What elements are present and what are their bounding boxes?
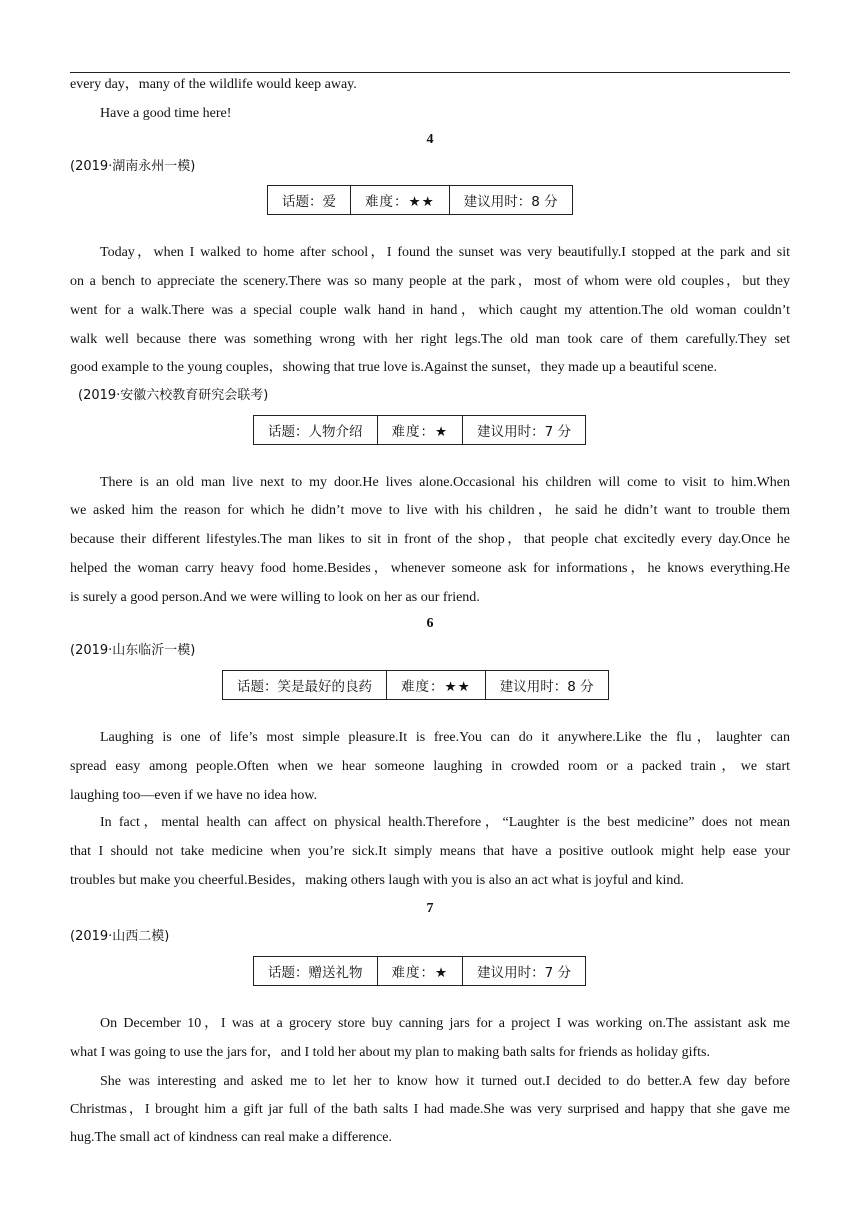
paragraph-line: that I should not take medicine when you’re sick.It simply means that have a positive outlook might help ease your — [70, 844, 790, 859]
paragraph-line: Christmas，I brought him a gift jar full of the bath salts I had made.She was very surprised and happy that she gave me — [70, 1102, 790, 1117]
paragraph-line: hug.The small act of kindness can real make a difference. — [70, 1130, 392, 1145]
section-number: 7 — [426, 901, 434, 916]
time-cell: 建议用时：7 分 — [463, 957, 586, 986]
difficulty-cell: 难度：★★ — [351, 186, 450, 215]
paragraph-line: troubles but make you cheerful.Besides，making others laugh with you is also an act what is joyful and kind. — [70, 873, 684, 888]
paragraph-line: Laughing is one of life’s most simple pleasure.It is free.You can do it anywhere.Like the flu，laughter can — [100, 730, 790, 745]
paragraph-line: is surely a good person.And we were willing to look on her as our friend. — [70, 590, 480, 605]
paragraph-line: walk well because there was something wrong with her right legs.The old man took care of them carefully.They set — [70, 332, 790, 347]
intro-line: Have a good time here! — [100, 106, 232, 121]
section-source: (2019·湖南永州一模) — [70, 159, 196, 174]
section-source: (2019·山西二模) — [70, 929, 170, 944]
paragraph-line: helped the woman carry heavy food home.Besides，whenever someone ask for informations，he knows everything.He — [70, 561, 790, 576]
paragraph-line: what I was going to use the jars for，and I told her about my plan to making bath salts for friends as holiday gifts. — [70, 1045, 710, 1060]
section-info-table — [253, 415, 586, 445]
section-info-table — [253, 956, 586, 986]
topic-cell: 话题：赠送礼物 — [254, 957, 378, 986]
paragraph-line: In fact，mental health can affect on physical health.Therefore，“Laughter is the best medicine” does not mean — [100, 815, 790, 830]
difficulty-cell: 难度：★★ — [387, 671, 486, 700]
section-source: (2019·山东临沂一模) — [70, 643, 196, 658]
header-rule — [70, 72, 790, 73]
difficulty-cell: 难度：★ — [377, 957, 463, 986]
paragraph-line: She was interesting and asked me to let her to know how it turned out.I decided to do better.A few day before — [100, 1074, 790, 1089]
topic-cell: 话题：人物介绍 — [254, 416, 378, 445]
time-cell: 建议用时：7 分 — [463, 416, 586, 445]
section-info-table — [267, 185, 573, 215]
paragraph-line: because their different lifestyles.The man likes to sit in front of the shop，that people chat excitedly every day.Once he — [70, 532, 790, 547]
section-number: 6 — [426, 616, 434, 631]
paragraph-line: Today，when I walked to home after school，I found the sunset was very beautifully.I stopped at the park and sit — [100, 245, 790, 260]
time-cell: 建议用时：8 分 — [449, 186, 572, 215]
paragraph-line: we asked him the reason for which he didn’t move to live with his children，he said he didn’t want to trouble them — [70, 503, 790, 518]
section-info-table — [222, 670, 609, 700]
paragraph-line: went for a walk.There was a special couple walk hand in hand，which caught my attention.The old woman couldn’t — [70, 303, 790, 318]
paragraph-line: good example to the young couples，showing that true love is.Against the sunset，they made up a beautiful scene. — [70, 360, 717, 375]
intro-line: every day，many of the wildlife would keep away. — [70, 77, 357, 92]
topic-cell: 话题：笑是最好的良药 — [223, 671, 387, 700]
paragraph-line: On December 10，I was at a grocery store buy canning jars for a project I was working on.The assistant ask me — [100, 1016, 790, 1031]
time-cell: 建议用时：8 分 — [485, 671, 608, 700]
paragraph-line: There is an old man live next to my door.He lives alone.Occasional his children will come to visit to him.When — [100, 475, 790, 490]
section-number: 4 — [426, 132, 434, 147]
difficulty-cell: 难度：★ — [377, 416, 463, 445]
paragraph-line: laughing too—even if we have no idea how. — [70, 788, 318, 803]
section-source: (2019·安徽六校教育研究会联考) — [78, 388, 269, 403]
topic-cell: 话题：爱 — [268, 186, 351, 215]
paragraph-line: spread easy among people.Often when we hear someone laughing in crowded room or a packed train，we start — [70, 759, 790, 774]
paragraph-line: on a bench to appreciate the scenery.There was so many people at the park，most of whom were old couples，but they — [70, 274, 790, 289]
